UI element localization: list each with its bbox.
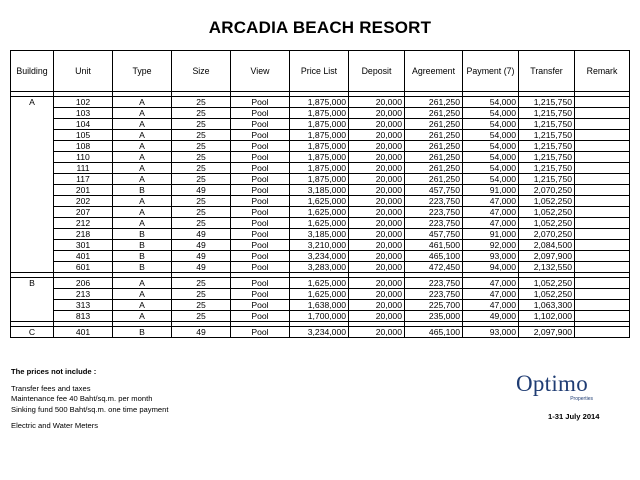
table-cell <box>575 289 630 300</box>
table-cell: 49 <box>172 229 231 240</box>
validity-date: 1-31 July 2014 <box>548 412 600 421</box>
table-cell <box>575 185 630 196</box>
table-cell <box>575 108 630 119</box>
table-cell: 25 <box>172 300 231 311</box>
table-cell: A <box>113 207 172 218</box>
table-cell: 25 <box>172 174 231 185</box>
table-cell: 105 <box>54 130 113 141</box>
table-cell: 202 <box>54 196 113 207</box>
table-cell: 25 <box>172 289 231 300</box>
note-extra: Electric and Water Meters <box>11 421 99 431</box>
table-cell: 49 <box>172 327 231 338</box>
table-row <box>11 141 630 152</box>
table-row <box>11 311 630 322</box>
table-cell: 93,000 <box>463 327 519 338</box>
table-cell: 218 <box>54 229 113 240</box>
table-cell: 94,000 <box>463 262 519 273</box>
table-cell <box>575 97 630 108</box>
table-cell: 111 <box>54 163 113 174</box>
table-cell: 1,875,000 <box>290 108 349 119</box>
table-cell: 25 <box>172 152 231 163</box>
table-cell: 91,000 <box>463 185 519 196</box>
building-cell <box>11 108 54 119</box>
table-cell <box>575 229 630 240</box>
building-cell <box>11 311 54 322</box>
table-row <box>11 108 630 119</box>
table-row <box>11 163 630 174</box>
table-cell: 261,250 <box>405 97 463 108</box>
table-cell: 1,875,000 <box>290 152 349 163</box>
table-cell: 3,234,000 <box>290 327 349 338</box>
table-cell: Pool <box>231 300 290 311</box>
table-cell: B <box>113 240 172 251</box>
table-cell: Pool <box>231 130 290 141</box>
table-cell <box>575 251 630 262</box>
table-cell: 20,000 <box>349 251 405 262</box>
table-cell: 1,215,750 <box>519 174 575 185</box>
table-cell: A <box>113 119 172 130</box>
table-row <box>11 97 630 108</box>
table-cell: Pool <box>231 141 290 152</box>
table-cell: 301 <box>54 240 113 251</box>
table-cell: Pool <box>231 119 290 130</box>
building-cell <box>11 174 54 185</box>
table-cell: B <box>113 251 172 262</box>
column-header: Transfer <box>519 51 575 92</box>
table-cell: Pool <box>231 163 290 174</box>
table-cell: 1,063,300 <box>519 300 575 311</box>
table-cell: Pool <box>231 327 290 338</box>
table-cell: 47,000 <box>463 278 519 289</box>
table-cell: 25 <box>172 141 231 152</box>
logo-wordmark: Optimo <box>515 371 589 396</box>
table-cell: 601 <box>54 262 113 273</box>
table-cell <box>575 300 630 311</box>
table-cell: 223,750 <box>405 207 463 218</box>
table-cell: 2,070,250 <box>519 229 575 240</box>
table-cell: 2,132,550 <box>519 262 575 273</box>
building-cell <box>11 229 54 240</box>
table-cell: 20,000 <box>349 196 405 207</box>
table-cell: 1,215,750 <box>519 130 575 141</box>
table-cell: 1,215,750 <box>519 163 575 174</box>
table-row <box>11 207 630 218</box>
table-cell: 401 <box>54 251 113 262</box>
table-cell: 457,750 <box>405 229 463 240</box>
table-cell: 3,185,000 <box>290 229 349 240</box>
notes-heading: The prices not include : <box>11 367 97 376</box>
table-cell: 212 <box>54 218 113 229</box>
table-cell: 104 <box>54 119 113 130</box>
table-row <box>11 289 630 300</box>
table-cell: 261,250 <box>405 130 463 141</box>
table-cell: 91,000 <box>463 229 519 240</box>
table-cell: 110 <box>54 152 113 163</box>
building-cell: A <box>11 97 54 108</box>
table-cell: 103 <box>54 108 113 119</box>
table-cell: 20,000 <box>349 300 405 311</box>
column-header: Building <box>11 51 54 92</box>
table-cell: 206 <box>54 278 113 289</box>
table-cell: 92,000 <box>463 240 519 251</box>
table-cell: 457,750 <box>405 185 463 196</box>
table-cell: 3,210,000 <box>290 240 349 251</box>
table-cell: Pool <box>231 311 290 322</box>
table-cell: 20,000 <box>349 185 405 196</box>
table-cell: 25 <box>172 97 231 108</box>
column-header: Payment (7) <box>463 51 519 92</box>
table-cell <box>575 174 630 185</box>
table-cell: 54,000 <box>463 174 519 185</box>
table-cell: Pool <box>231 174 290 185</box>
table-row <box>11 327 630 338</box>
table-cell: 1,625,000 <box>290 289 349 300</box>
table-cell: 1,875,000 <box>290 141 349 152</box>
table-cell: 117 <box>54 174 113 185</box>
table-cell: 20,000 <box>349 119 405 130</box>
table-cell: B <box>113 185 172 196</box>
table-cell: 54,000 <box>463 163 519 174</box>
column-header: Size <box>172 51 231 92</box>
building-cell <box>11 300 54 311</box>
table-cell: 25 <box>172 278 231 289</box>
table-row <box>11 130 630 141</box>
table-cell: 472,450 <box>405 262 463 273</box>
table-cell: 313 <box>54 300 113 311</box>
table-cell: A <box>113 152 172 163</box>
table-cell: 225,700 <box>405 300 463 311</box>
table-cell <box>575 218 630 229</box>
table-cell: 102 <box>54 97 113 108</box>
table-cell: 2,097,900 <box>519 327 575 338</box>
table-cell: 1,875,000 <box>290 163 349 174</box>
building-cell <box>11 130 54 141</box>
table-cell: 20,000 <box>349 108 405 119</box>
table-cell: 54,000 <box>463 119 519 130</box>
table-cell: 49 <box>172 262 231 273</box>
table-cell: A <box>113 218 172 229</box>
table-row <box>11 174 630 185</box>
table-cell: 20,000 <box>349 97 405 108</box>
building-cell <box>11 251 54 262</box>
table-cell: 20,000 <box>349 207 405 218</box>
table-cell: Pool <box>231 289 290 300</box>
table-row <box>11 251 630 262</box>
table-cell: 20,000 <box>349 278 405 289</box>
table-cell: 261,250 <box>405 152 463 163</box>
table-cell: A <box>113 196 172 207</box>
table-cell: Pool <box>231 152 290 163</box>
building-cell <box>11 218 54 229</box>
table-cell: Pool <box>231 108 290 119</box>
table-cell: 1,625,000 <box>290 207 349 218</box>
table-cell: A <box>113 163 172 174</box>
table-cell: 93,000 <box>463 251 519 262</box>
table-cell: 47,000 <box>463 289 519 300</box>
table-cell: 49 <box>172 185 231 196</box>
table-cell: 20,000 <box>349 262 405 273</box>
table-cell: 213 <box>54 289 113 300</box>
table-cell: 1,215,750 <box>519 119 575 130</box>
table-cell <box>575 152 630 163</box>
table-cell: 1,052,250 <box>519 207 575 218</box>
column-header: Unit <box>54 51 113 92</box>
building-cell: B <box>11 278 54 289</box>
building-cell <box>11 240 54 251</box>
table-cell: B <box>113 327 172 338</box>
table-row <box>11 300 630 311</box>
table-cell: 261,250 <box>405 108 463 119</box>
table-cell: 1,875,000 <box>290 174 349 185</box>
table-row <box>11 262 630 273</box>
building-cell <box>11 119 54 130</box>
page-title: ARCADIA BEACH RESORT <box>208 18 432 37</box>
table-cell: 54,000 <box>463 141 519 152</box>
table-cell: 54,000 <box>463 130 519 141</box>
building-cell <box>11 262 54 273</box>
table-cell: A <box>113 289 172 300</box>
table-cell: 47,000 <box>463 207 519 218</box>
table-cell <box>575 196 630 207</box>
table-cell <box>575 311 630 322</box>
table-cell: Pool <box>231 229 290 240</box>
table-cell: 1,625,000 <box>290 196 349 207</box>
table-row <box>11 152 630 163</box>
table-cell: 20,000 <box>349 240 405 251</box>
column-header: Remark <box>575 51 630 92</box>
table-cell <box>575 240 630 251</box>
table-cell: 54,000 <box>463 97 519 108</box>
table-cell <box>575 163 630 174</box>
table-cell: 1,625,000 <box>290 218 349 229</box>
table-cell: 813 <box>54 311 113 322</box>
note-item: Sinking fund 500 Baht/sq.m. one time payment <box>11 404 169 414</box>
table-cell: 1,215,750 <box>519 141 575 152</box>
building-cell <box>11 289 54 300</box>
table-cell: 207 <box>54 207 113 218</box>
table-cell: A <box>113 97 172 108</box>
table-cell: 465,100 <box>405 251 463 262</box>
building-cell <box>11 163 54 174</box>
table-cell: 20,000 <box>349 163 405 174</box>
table-cell: 25 <box>172 163 231 174</box>
building-cell <box>11 152 54 163</box>
table-cell: 25 <box>172 108 231 119</box>
table-cell: 20,000 <box>349 218 405 229</box>
table-cell: 223,750 <box>405 278 463 289</box>
table-cell: 47,000 <box>463 300 519 311</box>
table-cell: 3,283,000 <box>290 262 349 273</box>
price-notes <box>11 367 168 432</box>
table-cell: 20,000 <box>349 311 405 322</box>
price-table <box>10 50 630 338</box>
table-cell: A <box>113 174 172 185</box>
table-cell: 1,102,000 <box>519 311 575 322</box>
table-cell <box>575 327 630 338</box>
table-cell: 1,052,250 <box>519 196 575 207</box>
table-cell <box>575 119 630 130</box>
table-cell: B <box>113 262 172 273</box>
table-cell: 20,000 <box>349 289 405 300</box>
table-row <box>11 196 630 207</box>
table-cell: 49 <box>172 251 231 262</box>
note-item: Transfer fees and taxes <box>11 383 91 393</box>
optimo-logo <box>497 372 607 402</box>
column-header: Deposit <box>349 51 405 92</box>
table-cell: A <box>113 300 172 311</box>
note-item: Maintenance fee 40 Baht/sq.m. per month <box>11 394 153 404</box>
table-cell: 20,000 <box>349 327 405 338</box>
building-cell <box>11 185 54 196</box>
table-cell: 223,750 <box>405 196 463 207</box>
building-cell <box>11 196 54 207</box>
table-cell: 49,000 <box>463 311 519 322</box>
table-cell: Pool <box>231 185 290 196</box>
table-cell: 1,875,000 <box>290 130 349 141</box>
table-cell: 1,700,000 <box>290 311 349 322</box>
table-cell: B <box>113 229 172 240</box>
table-cell: 54,000 <box>463 108 519 119</box>
table-cell: 1,215,750 <box>519 108 575 119</box>
table-cell: 25 <box>172 207 231 218</box>
table-cell <box>575 207 630 218</box>
column-header: View <box>231 51 290 92</box>
table-cell: 465,100 <box>405 327 463 338</box>
column-header: Agreement <box>405 51 463 92</box>
table-cell <box>575 278 630 289</box>
table-cell: Pool <box>231 97 290 108</box>
table-cell: 1,215,750 <box>519 152 575 163</box>
column-header: Type <box>113 51 172 92</box>
building-cell <box>11 207 54 218</box>
table-cell: A <box>113 130 172 141</box>
table-cell: 261,250 <box>405 119 463 130</box>
table-cell: 25 <box>172 119 231 130</box>
table-cell: A <box>113 311 172 322</box>
table-row <box>11 229 630 240</box>
table-cell: A <box>113 141 172 152</box>
table-cell: 261,250 <box>405 174 463 185</box>
table-cell: 3,234,000 <box>290 251 349 262</box>
table-cell: A <box>113 278 172 289</box>
table-row <box>11 240 630 251</box>
table-cell: 20,000 <box>349 152 405 163</box>
table-row <box>11 185 630 196</box>
building-cell: C <box>11 327 54 338</box>
table-cell: 20,000 <box>349 141 405 152</box>
table-cell: 1,052,250 <box>519 218 575 229</box>
table-cell: 261,250 <box>405 141 463 152</box>
table-cell: 201 <box>54 185 113 196</box>
table-cell: 223,750 <box>405 218 463 229</box>
table-cell: Pool <box>231 218 290 229</box>
table-cell: Pool <box>231 251 290 262</box>
table-cell: 1,052,250 <box>519 289 575 300</box>
building-cell <box>11 141 54 152</box>
table-cell: 20,000 <box>349 229 405 240</box>
table-cell: 2,084,500 <box>519 240 575 251</box>
table-cell: 25 <box>172 311 231 322</box>
table-cell: 1,875,000 <box>290 119 349 130</box>
table-cell: 25 <box>172 218 231 229</box>
table-cell: 47,000 <box>463 218 519 229</box>
table-row <box>11 218 630 229</box>
table-cell: 1,052,250 <box>519 278 575 289</box>
table-cell: 20,000 <box>349 174 405 185</box>
table-header-row <box>11 51 630 92</box>
table-cell: 1,875,000 <box>290 97 349 108</box>
table-cell: 108 <box>54 141 113 152</box>
table-cell: 3,185,000 <box>290 185 349 196</box>
table-cell: Pool <box>231 278 290 289</box>
table-cell: Pool <box>231 207 290 218</box>
table-cell: Pool <box>231 240 290 251</box>
table-cell: 49 <box>172 240 231 251</box>
table-cell: 261,250 <box>405 163 463 174</box>
table-cell: 47,000 <box>463 196 519 207</box>
table-cell: 25 <box>172 196 231 207</box>
table-cell: Pool <box>231 262 290 273</box>
table-cell: 461,500 <box>405 240 463 251</box>
table-cell: 2,097,900 <box>519 251 575 262</box>
table-cell: 2,070,250 <box>519 185 575 196</box>
table-cell <box>575 141 630 152</box>
table-cell: 20,000 <box>349 130 405 141</box>
table-row <box>11 119 630 130</box>
logo-tagline: Properties <box>570 396 593 402</box>
table-cell: Pool <box>231 196 290 207</box>
table-row <box>11 278 630 289</box>
table-cell: 1,625,000 <box>290 278 349 289</box>
table-cell: A <box>113 108 172 119</box>
table-cell: 54,000 <box>463 152 519 163</box>
table-cell: 235,000 <box>405 311 463 322</box>
table-cell: 1,638,000 <box>290 300 349 311</box>
table-cell <box>575 130 630 141</box>
table-cell: 401 <box>54 327 113 338</box>
column-header: Price List <box>290 51 349 92</box>
table-cell: 223,750 <box>405 289 463 300</box>
table-cell <box>575 262 630 273</box>
table-cell: 25 <box>172 130 231 141</box>
table-cell: 1,215,750 <box>519 97 575 108</box>
